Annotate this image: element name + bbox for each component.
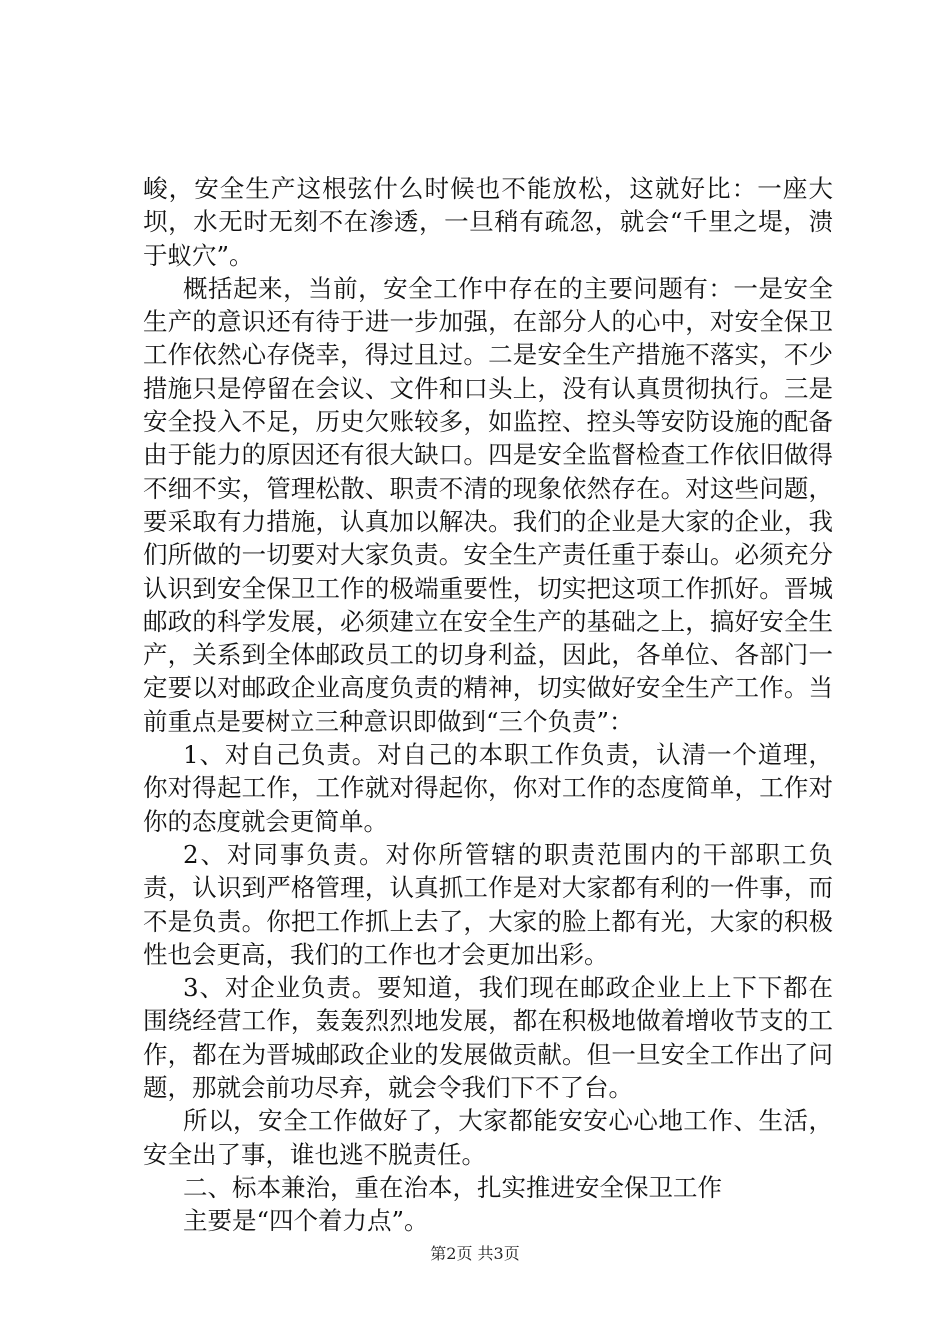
document-body [143,172,833,1238]
paragraph-conclusion: 所以，安全工作做好了，大家都能安安心心地工作、生活，安全出了事，谁也逃不脱责任。 [143,1106,833,1169]
paragraph-problems: 概括起来，当前，安全工作中存在的主要问题有：一是安全生产的意识还有待于进一步加强，在部分人的心中，对安全保卫工作依然心存侥幸，得过且过。二是安全生产措施不落实，不少措施只是停留在会议、文件和口头上，没有认真贯彻执行。三是安全投入不足，历史欠账较多，如监控、控头等安防设施的配备由于能力的原因还有很大缺口。四是安全监督检查工作依旧做得不细不实，管理松散、职责不清的现象依然存在。对这些问题，要采取有力措施，认真加以解决。我们的企业是大家的企业，我们所做的一切要对大家负责。安全生产责任重于泰山。必须充分认识到安全保卫工作的极端重要性，切实把这项工作抓好。晋城邮政的科学发展，必须建立在安全生产的基础之上，搞好安全生产，关系到全体邮政员工的切身利益，因此，各单位、各部门一定要以对邮政企业高度负责的精神，切实做好安全生产工作。当前重点是要树立三种意识即做到“三个负责”： [143,273,833,736]
paragraph-continuation: 峻，安全生产这根弦什么时候也不能放松，这就好比：一座大坝，水无时无刻不在渗透，一旦稍有疏忽，就会“千里之堤，溃于蚁穴”。 [143,174,833,270]
page-number-footer: 第2页 共3页 [430,1244,520,1263]
paragraph-point-3: 3、对企业负责。要知道，我们现在邮政企业上上下下都在围绕经营工作，轰轰烈烈地发展，都在积极地做着增收节支的工作，都在为晋城邮政企业的发展做贡献。但一旦安全工作出了问题，那就会前功尽弃，就会令我们下不了台。 [143,973,833,1103]
paragraph-point-2: 2、对同事负责。对你所管辖的职责范围内的干部职工负责，认识到严格管理，认真抓工作是对大家都有利的一件事，而不是负责。你把工作抓上去了，大家的脸上都有光，大家的积极性也会更高，我们的工作也才会更加出彩。 [143,839,833,969]
paragraph-focus-points: 主要是“四个着力点”。 [183,1206,429,1236]
section-heading: 二、标本兼治，重在治本，扎实推进安全保卫工作 [183,1172,722,1202]
paragraph-point-1: 1、对自己负责。对自己的本职工作负责，认清一个道理，你对得起工作，工作就对得起你，你对工作的态度简单，工作对你的态度就会更简单。 [143,740,833,836]
